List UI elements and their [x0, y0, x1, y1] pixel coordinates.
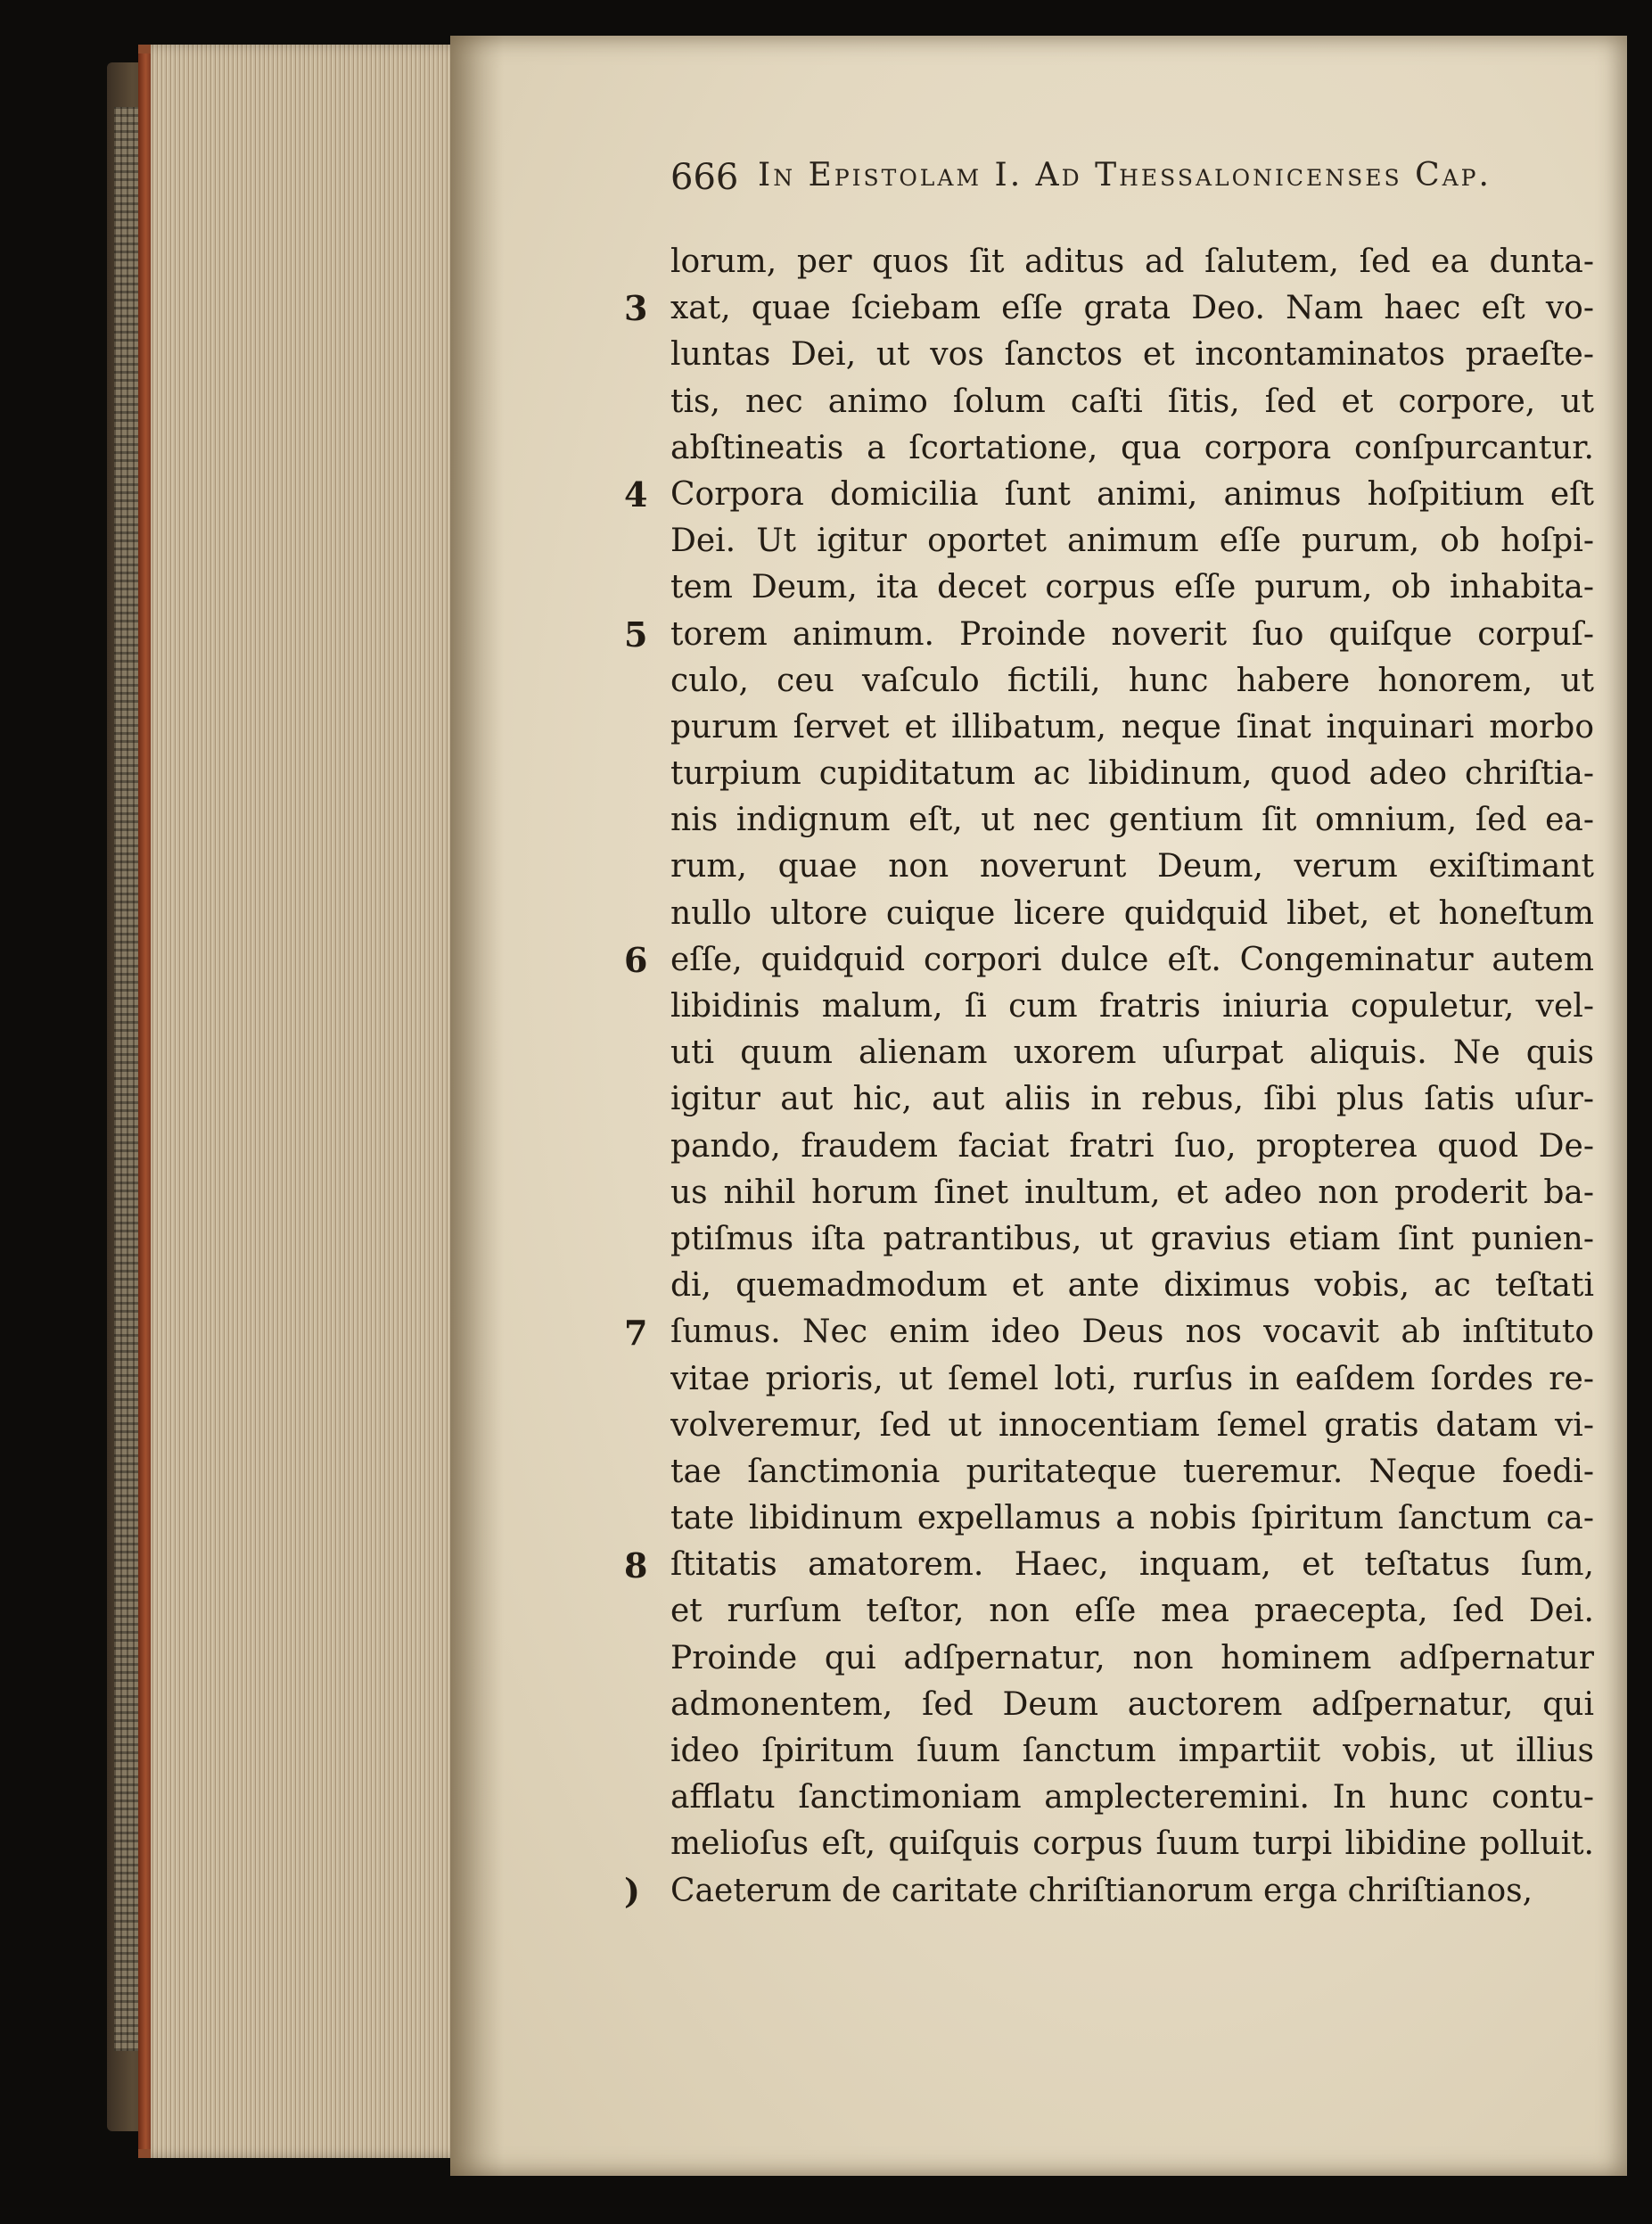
text-line: Proinde qui adſpernatur, non hominem adſpernatur — [670, 1639, 1594, 1676]
verse-number: 4 — [624, 474, 648, 515]
running-head — [670, 157, 1598, 210]
text-line: abſtineatis a ſcortatione, qua corpora conſpurcantur. — [670, 429, 1594, 466]
running-title: In Epistolam I. Ad Thessalonicenses Cap. — [758, 157, 1492, 194]
page-fore-edge — [138, 45, 472, 2158]
text-line: tis, nec animo ſolum caſti ſitis, ſed et corpore, ut — [670, 383, 1594, 420]
text-line: ſumus. Nec enim ideo Deus nos vocavit ab inſtituto — [670, 1314, 1594, 1351]
text-line: volveremur, ſed ut innocentiam ſemel gratis datam vi- — [670, 1406, 1594, 1444]
verse-number: 3 — [624, 288, 648, 329]
text-line: ideo ſpiritum ſuum ſanctum impartiit vobis, ut illius — [670, 1733, 1594, 1769]
text-line: torem animum. Proinde noverit ſuo quiſque corpuſ- — [670, 615, 1594, 653]
text-line: us nihil horum ſinet inultum, et adeo non proderit ba- — [670, 1174, 1594, 1211]
text-line: di, quemadmodum et ante diximus vobis, ac teſtati — [670, 1267, 1594, 1305]
verse-number: 5 — [624, 614, 648, 655]
text-line: pando, fraudem faciat fratri ſuo, propterea quod De- — [670, 1127, 1594, 1165]
body-text — [670, 239, 1594, 1915]
text-line: eſſe, quidquid corpori dulce eſt. Congeminatur autem — [670, 941, 1594, 978]
text-line: admonentem, ſed Deum auctorem adſpernatur, qui — [670, 1685, 1594, 1723]
text-line: melioſus eſt, quiſquis corpus ſuum turpi libidine polluit. — [670, 1825, 1594, 1863]
text-line: tae ſanctimonia puritateque tueremur. Neque foedi- — [670, 1453, 1594, 1490]
text-line: afflatu ſanctimoniam amplecteremini. In hunc contu- — [670, 1779, 1594, 1816]
text-line: Dei. Ut igitur oportet animum eſſe purum, ob hoſpi- — [670, 523, 1594, 560]
text-line: rum, quae non noverunt Deum, verum exiſtimant — [670, 848, 1594, 885]
text-line: ptiſmus iſta patrantibus, ut gravius etiam ſint punien- — [670, 1220, 1594, 1257]
text-line: culo, ceu vaſculo fictili, hunc habere honorem, ut — [670, 662, 1594, 699]
text-line: purum ſervet et illibatum, neque ſinat inquinari morbo — [670, 708, 1594, 745]
verse-number: 7 — [624, 1312, 648, 1353]
text-line: nullo ultore cuique licere quidquid libet, et honeſtum — [670, 894, 1594, 932]
text-line: lorum, per quos ſit aditus ad ſalutem, ſed ea dunta- — [670, 243, 1594, 280]
text-line: tate libidinum expellamus a nobis ſpiritum ſanctum ca- — [670, 1500, 1594, 1537]
text-line: luntas Dei, ut vos ſanctos et incontaminatos praeſte- — [670, 336, 1594, 374]
verse-number: ) — [624, 1871, 640, 1911]
verse-number: 8 — [624, 1544, 648, 1586]
text-line: vitae prioris, ut ſemel loti, rurſus in eaſdem ſordes re- — [670, 1360, 1594, 1397]
text-line: libidinis malum, ſi cum fratris iniuria copuletur, vel- — [670, 988, 1594, 1025]
text-line: uti quum alienam uxorem uſurpat aliquis. Ne quis — [670, 1034, 1594, 1072]
verse-number: 6 — [624, 940, 648, 980]
text-line: Caeterum de caritate chriſtianorum erga chriſtianos, — [670, 1872, 1533, 1909]
text-line: igitur aut hic, aut aliis in rebus, ſibi plus ſatis uſur- — [670, 1081, 1594, 1118]
text-line: xat, quae ſciebam eſſe grata Deo. Nam haec eſt vo- — [670, 290, 1594, 327]
page-number: 666 — [670, 157, 739, 198]
text-line: et rurſum teſtor, non eſſe mea praecepta, ſed Dei. — [670, 1593, 1594, 1630]
text-line: turpium cupiditatum ac libidinum, quod adeo chriſtia- — [670, 755, 1594, 793]
text-line: Corpora domicilia ſunt animi, animus hoſpitium eſt — [670, 475, 1594, 513]
red-page-edge — [138, 54, 151, 2149]
text-line: nis indignum eſt, ut nec gentium ſit omnium, ſed ea- — [670, 802, 1594, 839]
text-line: ſtitatis amatorem. Haec, inquam, et teſtatus ſum, — [670, 1546, 1594, 1584]
gutter-shadow — [450, 36, 504, 2176]
text-line: tem Deum, ita decet corpus eſſe purum, ob inhabita- — [670, 569, 1594, 606]
